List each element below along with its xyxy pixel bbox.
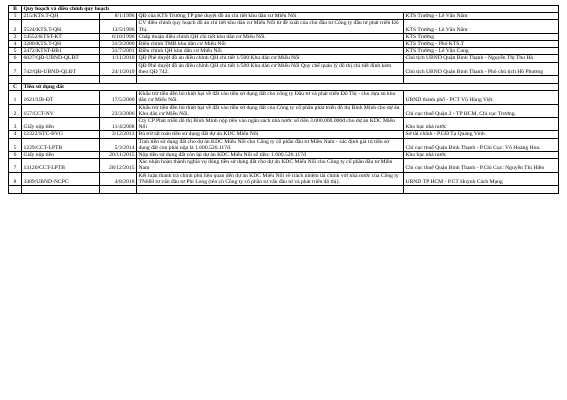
document-signer: Sở tài chính - P.GĐ Tạ Quang Vinh <box>404 131 559 138</box>
document-table <box>8 5 559 194</box>
document-signer: Chủ tịch UBND Quận Bình Thạnh - Phó chủ tịch Hồ Phương <box>404 62 559 75</box>
document-number: 742/QĐ-UBND-QLĐT <box>22 62 100 75</box>
document-date: 8/1/1996 <box>100 13 137 20</box>
table-row <box>9 13 559 20</box>
table-row <box>9 48 559 55</box>
table-row <box>9 41 559 48</box>
document-number: 13120/CCT-LPTB <box>22 159 100 172</box>
document-date: 23/3/2006 <box>100 104 137 117</box>
empty-cell <box>9 186 22 194</box>
document-number: Giấy nộp tiền <box>22 152 100 159</box>
document-signer: Kho bạc nhà nước <box>404 118 559 131</box>
document-summary: Xác nhận hoàn thành nghĩa vụ đóng tiền sử dụng đất cho dự án KDC Miếu Nổi cho Công ty cổ phần đầu tư Miền Nam <box>137 159 404 172</box>
document-signer: KTS Trưởng - Lê Văn Năm <box>404 20 559 33</box>
document-signer: KTS Trưởng - Lê Văn Năm <box>404 13 559 20</box>
section-header-row <box>9 6 559 13</box>
document-summary: Chấp thuận điều chỉnh QH chi tiết khu dân cư Miếu Nổi. <box>137 33 404 40</box>
document-date: 4/8/2018 <box>100 172 137 185</box>
table-row <box>9 104 559 117</box>
table-row <box>9 172 559 185</box>
empty-cell <box>22 186 100 194</box>
document-signer: Chi cục thuế Quận Bình Thạnh - P.Chi Cục: Nguyễn Thị Hiền <box>404 159 559 172</box>
document-number: 157/CCT-NV <box>22 104 100 117</box>
section-title: Quy hoạch và điều chỉnh quy hoạch <box>22 6 559 13</box>
document-summary: Bù trừ tất toán tiền sử dụng đất dự án KDC Miếu Nổi <box>137 131 404 138</box>
table-row <box>9 131 559 138</box>
row-number: 6 <box>9 55 22 62</box>
document-number: Giấy nộp tiền <box>22 118 100 131</box>
document-summary: CV điều chỉnh quy hoạch đồ án chi tiết khu dân cư Miếu Nổi từ đề xuất của chủ đầu tư Công ty đầu tư phát triển Đô Thị. <box>137 20 404 33</box>
row-number: 6 <box>9 152 22 159</box>
empty-cell <box>404 76 559 84</box>
document-date: 24/1/2019 <box>100 62 137 75</box>
document-signer: UBND thành phố - PCT Vũ Hùng Việt. <box>404 91 559 104</box>
table-row <box>9 118 559 131</box>
row-number: 7 <box>9 62 22 75</box>
row-number: 1 <box>9 13 22 20</box>
document-signer: Chủ tịch UBND Quận Bình Thạnh - Nguyễn Thị Thu Hà <box>404 55 559 62</box>
empty-cell <box>100 186 137 194</box>
document-summary: Khấu trừ tiền đền bù thiệt hại về đất vào tiền sử dụng đất của Công ty cổ phần phát triển đô thị Bình Minh cho dự án Khu dân cư Miếu Nổi. <box>137 104 404 117</box>
section-title: Tiền sử dụng đất <box>22 84 559 91</box>
document-signer: UBND TP HCM - P.CT Huỳnh Cách Mạng <box>404 172 559 185</box>
row-number: 2 <box>9 20 22 33</box>
document-summary: Điều chỉnh QH khu dân cư Miếu Nổi <box>137 48 404 55</box>
table-row <box>9 62 559 75</box>
document-signer: Chi cục thuế Quận Bình Thạnh - P.Chi Cục: Võ Hoàng Hoa. <box>404 138 559 151</box>
document-summary: Điều chỉnh TMB khu dân cư Miếu Nổi <box>137 41 404 48</box>
table-row <box>9 91 559 104</box>
document-number: 215/KTS.T-QH <box>22 13 100 20</box>
document-number: 3280/KTS.T-QH <box>22 41 100 48</box>
row-number: 1 <box>9 91 22 104</box>
empty-cell <box>100 76 137 84</box>
document-summary: Nộp tiền sử dụng đất còn lại dự án KDC Miếu Nổi số tiền: 1.600.526.117đ <box>137 152 404 159</box>
row-number: 2 <box>9 104 22 117</box>
document-summary: Kết luận thanh tra chính phủ liên quan đến dự án KDC Miếu Nổi về trách nhiệm tài chính với nhà nước của Công ty TNHH tư vấn đầu tư Phi Long (tên cũ Công ty cổ phần tư vấn đầu tư và phát triển đô thị). <box>137 172 404 185</box>
document-date: 13/5/1996 <box>100 20 137 33</box>
table-row <box>9 159 559 172</box>
row-number: 5 <box>9 138 22 151</box>
table-row <box>9 152 559 159</box>
document-number: 1621/UB-ĐT <box>22 91 100 104</box>
document-signer: KTS Trưởng - Phó KTS.T <box>404 41 559 48</box>
document-date: 31/3/2000 <box>100 41 137 48</box>
document-number: 2472/KTST-BB1 <box>22 48 100 55</box>
section-header-row <box>9 84 559 91</box>
section-letter: C <box>9 84 22 91</box>
row-number: 5 <box>9 48 22 55</box>
document-summary: Khấu trừ tiền đền bù thiệt hại về đất vào tiền sử dụng đất cho công ty Đầu tư và phát triển Đô Thị - cho dựa sn khu dân cư Miếu Nổi. <box>137 91 404 104</box>
table-row <box>9 33 559 40</box>
document-number: 5524/KTS.T-QH <box>22 20 100 33</box>
document-signer: Kho bạc nhà nước <box>404 152 559 159</box>
document-date: 3/12/2013 <box>100 131 137 138</box>
document-summary: QĐ Phê duyệt đồ án điều chỉnh QH chi tiết 1/500 Khu dân cư Miếu Nổi Quy chế quản lý đô thị chi tiết đính kèm theo QĐ 742. <box>137 62 404 75</box>
empty-cell <box>137 76 404 84</box>
table-row <box>9 20 559 33</box>
row-number: 4 <box>9 41 22 48</box>
document-number: 14552/KTST-KT <box>22 33 100 40</box>
document-number: 1229/CCT-LPTB <box>22 138 100 151</box>
section-letter: B <box>9 6 22 13</box>
document-summary: QĐ Phê duyệt đồ án điều chỉnh QH chi tiết 1/500 Khu dân cư Miếu Nổi <box>137 55 404 62</box>
document-date: 17/5/2000 <box>100 91 137 104</box>
row-number: 8 <box>9 172 22 185</box>
empty-cell <box>137 186 404 194</box>
document-date: 1/11/2010 <box>100 55 137 62</box>
empty-cell <box>404 186 559 194</box>
empty-cell <box>9 76 22 84</box>
document-number: 12322/STC-BVG <box>22 131 100 138</box>
table-row <box>9 138 559 151</box>
document-number: 3489/UBND-NCPC <box>22 172 100 185</box>
document-date: 20/11/2015 <box>100 152 137 159</box>
document-date: 6/10/1996 <box>100 33 137 40</box>
document-summary: Tính tiền sử dụng đất cho dự án KDC Miếu Nổi cho Công ty cổ phần đầu tư Miền Nam - xác định giá trị tiền sử dụng đất còn phải nộp là 1.600.526.117đ. <box>137 138 404 151</box>
document-signer: Chi cục thuế Quận 2 - TP HCM, Chi cục Trưởng. <box>404 104 559 117</box>
document-date: 11/4/2008 <box>100 118 137 131</box>
row-number: 3 <box>9 33 22 40</box>
table-row <box>9 55 559 62</box>
document-table-body <box>9 6 559 194</box>
blank-row <box>9 186 559 194</box>
document-signer: KTS Trưởng - Lê Văn Cung <box>404 48 559 55</box>
document-date: 28/12/2015 <box>100 159 137 172</box>
row-number: 7 <box>9 159 22 172</box>
document-signer: KTS Trưởng <box>404 33 559 40</box>
empty-cell <box>22 76 100 84</box>
row-number: 4 <box>9 131 22 138</box>
document-summary: Cty CP Phát triển đô thị Bình Minh nộp tiền vào ngân sách nhà nước số tiền 3.000.000.000đ cho dự án KDC Miếu Nổi <box>137 118 404 131</box>
document-number: 6827/QĐ-UBND-QLĐT <box>22 55 100 62</box>
document-summary: QĐ của KTS Trưởng TP phê duyệt đồ án chi tiết khu dân cư Miếu Nổi <box>137 13 404 20</box>
document-date: 31/7/2001 <box>100 48 137 55</box>
row-number: 3 <box>9 118 22 131</box>
document-date: 5/3/2014 <box>100 138 137 151</box>
blank-row <box>9 76 559 84</box>
